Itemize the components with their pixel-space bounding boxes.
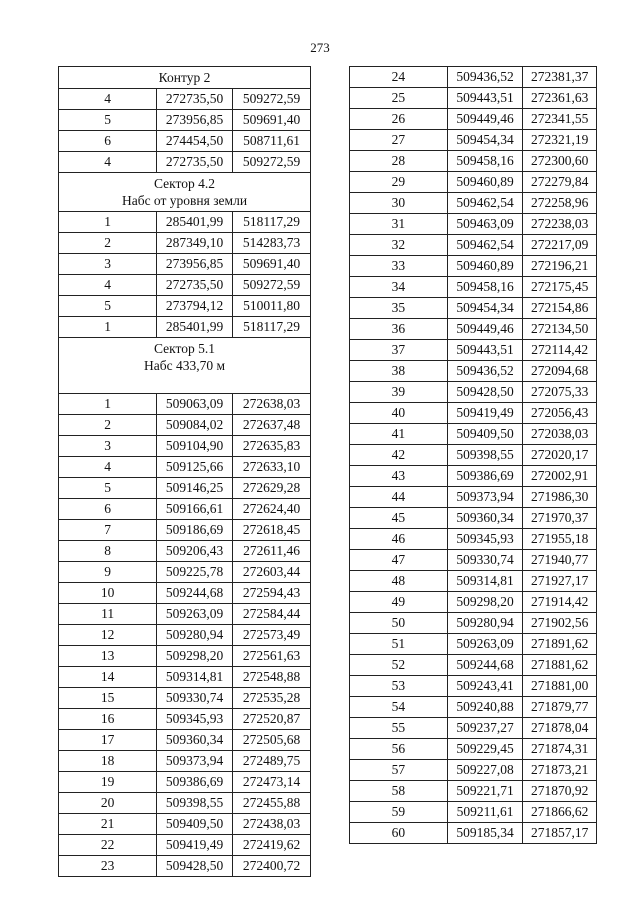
coordinate-y: 272455,88	[233, 793, 311, 814]
section-header-line: Набс от уровня земли	[121, 193, 248, 208]
point-number: 47	[350, 550, 448, 571]
point-number: 4	[59, 89, 157, 110]
table-row	[350, 151, 597, 172]
section-header	[59, 173, 311, 212]
table-row	[59, 604, 311, 625]
point-number: 8	[59, 541, 157, 562]
table-row	[350, 319, 597, 340]
coordinate-y: 509691,40	[233, 110, 311, 131]
coordinate-x: 509373,94	[157, 751, 233, 772]
table-row	[59, 110, 311, 131]
point-number: 39	[350, 382, 448, 403]
point-number: 46	[350, 529, 448, 550]
coordinate-y: 508711,61	[233, 131, 311, 152]
coordinate-y: 272341,55	[523, 109, 597, 130]
coordinate-x: 509398,55	[447, 445, 523, 466]
coordinate-y: 271878,04	[523, 718, 597, 739]
point-number: 16	[59, 709, 157, 730]
table-row	[350, 634, 597, 655]
point-number: 3	[59, 254, 157, 275]
coordinate-x: 509125,66	[157, 457, 233, 478]
table-row	[59, 233, 311, 254]
point-number: 37	[350, 340, 448, 361]
point-number: 58	[350, 781, 448, 802]
left-table-body	[59, 67, 311, 877]
point-number: 18	[59, 751, 157, 772]
point-number: 56	[350, 739, 448, 760]
coordinate-x: 285401,99	[157, 317, 233, 338]
coordinate-x: 509360,34	[157, 730, 233, 751]
coordinate-y: 272002,91	[523, 466, 597, 487]
coordinate-x: 509221,71	[447, 781, 523, 802]
coordinate-y: 272618,45	[233, 520, 311, 541]
coordinate-y: 518117,29	[233, 212, 311, 233]
coordinate-x: 509345,93	[157, 709, 233, 730]
table-row	[59, 131, 311, 152]
table-row	[350, 361, 597, 382]
coordinate-y: 272520,87	[233, 709, 311, 730]
point-number: 10	[59, 583, 157, 604]
coordinate-y: 271902,56	[523, 613, 597, 634]
table-row	[350, 487, 597, 508]
coordinate-x: 509229,45	[447, 739, 523, 760]
table-row	[350, 676, 597, 697]
table-row	[59, 562, 311, 583]
section-header-line: Контур 2	[158, 70, 211, 85]
section-header	[59, 67, 311, 89]
coordinate-x: 509225,78	[157, 562, 233, 583]
coordinate-x: 273956,85	[157, 254, 233, 275]
coordinate-y: 272473,14	[233, 772, 311, 793]
coordinate-x: 509063,09	[157, 394, 233, 415]
coordinate-y: 514283,73	[233, 233, 311, 254]
table-row	[350, 550, 597, 571]
table-row	[350, 403, 597, 424]
coordinate-x: 509419,49	[447, 403, 523, 424]
table-row	[59, 646, 311, 667]
coordinate-x: 509458,16	[447, 151, 523, 172]
table-row	[59, 457, 311, 478]
coordinate-x: 509436,52	[447, 67, 523, 88]
coordinate-x: 272735,50	[157, 152, 233, 173]
point-number: 34	[350, 277, 448, 298]
coordinate-y: 272637,48	[233, 415, 311, 436]
coordinate-y: 271874,31	[523, 739, 597, 760]
coordinate-y: 272624,40	[233, 499, 311, 520]
coordinate-x: 273956,85	[157, 110, 233, 131]
coordinate-x: 509084,02	[157, 415, 233, 436]
point-number: 2	[59, 233, 157, 254]
coordinate-x: 509280,94	[447, 613, 523, 634]
point-number: 33	[350, 256, 448, 277]
coordinate-y: 272381,37	[523, 67, 597, 88]
coordinate-x: 509146,25	[157, 478, 233, 499]
coordinate-y: 271857,17	[523, 823, 597, 844]
table-row	[59, 478, 311, 499]
table-row	[59, 667, 311, 688]
coordinate-y: 272238,03	[523, 214, 597, 235]
point-number: 9	[59, 562, 157, 583]
table-row	[59, 583, 311, 604]
coordinate-y: 272175,45	[523, 277, 597, 298]
coordinate-x: 509398,55	[157, 793, 233, 814]
point-number: 60	[350, 823, 448, 844]
point-number: 38	[350, 361, 448, 382]
point-number: 7	[59, 520, 157, 541]
point-number: 17	[59, 730, 157, 751]
point-number: 57	[350, 760, 448, 781]
coordinate-y: 272603,44	[233, 562, 311, 583]
coordinate-x: 509314,81	[157, 667, 233, 688]
table-row	[350, 655, 597, 676]
point-number: 20	[59, 793, 157, 814]
point-number: 22	[59, 835, 157, 856]
section-header-row	[59, 67, 311, 89]
point-number: 49	[350, 592, 448, 613]
table-row	[350, 340, 597, 361]
coordinate-y: 272258,96	[523, 193, 597, 214]
table-row	[350, 109, 597, 130]
table-row	[59, 772, 311, 793]
coordinate-y: 271970,37	[523, 508, 597, 529]
coordinate-x: 509419,49	[157, 835, 233, 856]
point-number: 12	[59, 625, 157, 646]
table-row	[350, 697, 597, 718]
table-row	[59, 394, 311, 415]
coordinate-x: 509458,16	[447, 277, 523, 298]
coordinate-x: 509244,68	[447, 655, 523, 676]
coordinate-x: 509185,34	[447, 823, 523, 844]
table-row	[59, 296, 311, 317]
point-number: 59	[350, 802, 448, 823]
coordinate-x: 509460,89	[447, 256, 523, 277]
point-number: 40	[350, 403, 448, 424]
coordinate-y: 272279,84	[523, 172, 597, 193]
coordinate-y: 509272,59	[233, 275, 311, 296]
table-row	[350, 739, 597, 760]
coordinate-x: 509436,52	[447, 361, 523, 382]
coordinate-y: 272638,03	[233, 394, 311, 415]
point-number: 4	[59, 457, 157, 478]
table-row	[350, 529, 597, 550]
table-row	[350, 193, 597, 214]
point-number: 14	[59, 667, 157, 688]
table-row	[350, 613, 597, 634]
point-number: 19	[59, 772, 157, 793]
coordinate-y: 272635,83	[233, 436, 311, 457]
table-row	[59, 415, 311, 436]
coordinate-y: 272535,28	[233, 688, 311, 709]
point-number: 4	[59, 152, 157, 173]
coordinate-y: 272217,09	[523, 235, 597, 256]
table-row	[59, 751, 311, 772]
point-number: 45	[350, 508, 448, 529]
coordinate-y: 272020,17	[523, 445, 597, 466]
coordinate-y: 509691,40	[233, 254, 311, 275]
table-row	[59, 89, 311, 110]
point-number: 3	[59, 436, 157, 457]
coordinate-x: 509409,50	[447, 424, 523, 445]
table-row	[350, 382, 597, 403]
coordinate-x: 509460,89	[447, 172, 523, 193]
point-number: 24	[350, 67, 448, 88]
coordinate-y: 509272,59	[233, 89, 311, 110]
coordinate-y: 272075,33	[523, 382, 597, 403]
coordinate-y: 272300,60	[523, 151, 597, 172]
coordinate-x: 287349,10	[157, 233, 233, 254]
coordinate-y: 271866,62	[523, 802, 597, 823]
coordinate-x: 509443,51	[447, 88, 523, 109]
coordinate-x: 273794,12	[157, 296, 233, 317]
point-number: 23	[59, 856, 157, 877]
coordinate-x: 509244,68	[157, 583, 233, 604]
point-number: 21	[59, 814, 157, 835]
coordinate-y: 272633,10	[233, 457, 311, 478]
coordinate-x: 509314,81	[447, 571, 523, 592]
section-header	[59, 338, 311, 394]
point-number: 1	[59, 212, 157, 233]
coordinate-x: 509386,69	[447, 466, 523, 487]
table-row	[350, 88, 597, 109]
coordinate-y: 272489,75	[233, 751, 311, 772]
point-number: 48	[350, 571, 448, 592]
section-header-line: Набс 433,70 м	[143, 358, 226, 373]
coordinate-x: 509240,88	[447, 697, 523, 718]
point-number: 5	[59, 110, 157, 131]
coordinate-x: 509463,09	[447, 214, 523, 235]
point-number: 31	[350, 214, 448, 235]
table-row	[59, 275, 311, 296]
point-number: 53	[350, 676, 448, 697]
table-row	[59, 814, 311, 835]
table-row	[59, 541, 311, 562]
coordinate-x: 509360,34	[447, 508, 523, 529]
coordinate-x: 509298,20	[447, 592, 523, 613]
section-header-line	[63, 374, 306, 391]
coordinate-x: 509454,34	[447, 130, 523, 151]
coordinate-x: 272735,50	[157, 89, 233, 110]
coordinate-y: 272038,03	[523, 424, 597, 445]
section-header-line: Сектор 4.2	[153, 176, 215, 191]
table-row	[350, 466, 597, 487]
table-row	[59, 688, 311, 709]
coordinate-y: 271927,17	[523, 571, 597, 592]
point-number: 2	[59, 415, 157, 436]
point-number: 26	[350, 109, 448, 130]
coordinate-y: 272419,62	[233, 835, 311, 856]
table-row	[59, 709, 311, 730]
coordinate-y: 510011,80	[233, 296, 311, 317]
coordinate-x: 272735,50	[157, 275, 233, 296]
coordinate-x: 509298,20	[157, 646, 233, 667]
coordinate-y: 271873,21	[523, 760, 597, 781]
table-row	[59, 520, 311, 541]
coordinate-y: 518117,29	[233, 317, 311, 338]
point-number: 42	[350, 445, 448, 466]
coordinate-y: 271940,77	[523, 550, 597, 571]
point-number: 36	[350, 319, 448, 340]
table-row	[350, 781, 597, 802]
coordinate-y: 272573,49	[233, 625, 311, 646]
table-row	[350, 67, 597, 88]
table-row	[350, 592, 597, 613]
coordinate-y: 272438,03	[233, 814, 311, 835]
table-row	[350, 277, 597, 298]
point-number: 54	[350, 697, 448, 718]
coordinate-x: 285401,99	[157, 212, 233, 233]
section-header-row	[59, 173, 311, 212]
coordinate-x: 509243,41	[447, 676, 523, 697]
table-row	[59, 793, 311, 814]
coordinate-y: 272594,43	[233, 583, 311, 604]
coordinate-y: 271870,92	[523, 781, 597, 802]
coordinate-x: 509462,54	[447, 193, 523, 214]
coordinate-x: 509449,46	[447, 109, 523, 130]
coordinate-y: 272114,42	[523, 340, 597, 361]
point-number: 1	[59, 317, 157, 338]
table-row	[350, 823, 597, 844]
coordinate-y: 271955,18	[523, 529, 597, 550]
coordinate-y: 272629,28	[233, 478, 311, 499]
point-number: 1	[59, 394, 157, 415]
coordinate-x: 509330,74	[447, 550, 523, 571]
table-row	[59, 152, 311, 173]
coordinate-y: 271891,62	[523, 634, 597, 655]
coordinate-x: 509428,50	[157, 856, 233, 877]
table-row	[350, 760, 597, 781]
point-number: 50	[350, 613, 448, 634]
point-number: 30	[350, 193, 448, 214]
table-row	[59, 730, 311, 751]
table-row	[350, 298, 597, 319]
point-number: 15	[59, 688, 157, 709]
coordinate-x: 509104,90	[157, 436, 233, 457]
coordinate-x: 509263,09	[157, 604, 233, 625]
coordinate-y: 272505,68	[233, 730, 311, 751]
table-row	[350, 508, 597, 529]
coordinate-x: 509263,09	[447, 634, 523, 655]
point-number: 51	[350, 634, 448, 655]
point-number: 4	[59, 275, 157, 296]
coordinate-x: 509280,94	[157, 625, 233, 646]
coordinate-y: 272134,50	[523, 319, 597, 340]
coordinate-x: 509206,43	[157, 541, 233, 562]
point-number: 13	[59, 646, 157, 667]
table-row	[350, 802, 597, 823]
point-number: 32	[350, 235, 448, 256]
coordinate-y: 272196,21	[523, 256, 597, 277]
coordinate-y: 272321,19	[523, 130, 597, 151]
coordinate-y: 272154,86	[523, 298, 597, 319]
coordinate-x: 509386,69	[157, 772, 233, 793]
coordinate-y: 271881,00	[523, 676, 597, 697]
point-number: 28	[350, 151, 448, 172]
table-row	[350, 571, 597, 592]
coordinate-x: 509462,54	[447, 235, 523, 256]
coordinate-x: 509227,08	[447, 760, 523, 781]
table-row	[350, 172, 597, 193]
point-number: 27	[350, 130, 448, 151]
coordinates-table-left	[58, 66, 311, 877]
coordinate-y: 271914,42	[523, 592, 597, 613]
point-number: 52	[350, 655, 448, 676]
page-number: 273	[310, 40, 330, 55]
coordinate-x: 509454,34	[447, 298, 523, 319]
coordinate-x: 509409,50	[157, 814, 233, 835]
table-row	[59, 625, 311, 646]
point-number: 43	[350, 466, 448, 487]
point-number: 6	[59, 131, 157, 152]
coordinate-y: 272094,68	[523, 361, 597, 382]
coordinate-y: 509272,59	[233, 152, 311, 173]
table-row	[59, 436, 311, 457]
coordinate-y: 272611,46	[233, 541, 311, 562]
coordinate-x: 509373,94	[447, 487, 523, 508]
table-row	[59, 856, 311, 877]
coordinate-x: 509237,27	[447, 718, 523, 739]
table-row	[350, 214, 597, 235]
point-number: 55	[350, 718, 448, 739]
table-row	[350, 235, 597, 256]
coordinate-y: 271986,30	[523, 487, 597, 508]
coordinate-x: 274454,50	[157, 131, 233, 152]
coordinate-y: 272548,88	[233, 667, 311, 688]
coordinate-y: 272561,63	[233, 646, 311, 667]
coordinate-y: 271879,77	[523, 697, 597, 718]
table-row	[59, 835, 311, 856]
coordinate-x: 509449,46	[447, 319, 523, 340]
coordinate-x: 509330,74	[157, 688, 233, 709]
point-number: 5	[59, 478, 157, 499]
right-table-body	[350, 67, 597, 844]
coordinate-x: 509186,69	[157, 520, 233, 541]
table-row	[59, 499, 311, 520]
coordinates-table-right	[349, 66, 597, 844]
coordinate-x: 509428,50	[447, 382, 523, 403]
coordinate-x: 509211,61	[447, 802, 523, 823]
coordinate-x: 509443,51	[447, 340, 523, 361]
coordinate-x: 509345,93	[447, 529, 523, 550]
point-number: 6	[59, 499, 157, 520]
table-row	[59, 254, 311, 275]
point-number: 44	[350, 487, 448, 508]
table-row	[350, 256, 597, 277]
table-row	[350, 445, 597, 466]
table-row	[350, 718, 597, 739]
coordinate-y: 272400,72	[233, 856, 311, 877]
table-row	[59, 317, 311, 338]
coordinate-y: 272584,44	[233, 604, 311, 625]
coordinate-y: 272056,43	[523, 403, 597, 424]
table-row	[350, 130, 597, 151]
coordinate-y: 272361,63	[523, 88, 597, 109]
coordinate-x: 509166,61	[157, 499, 233, 520]
point-number: 29	[350, 172, 448, 193]
table-row	[350, 424, 597, 445]
point-number: 5	[59, 296, 157, 317]
section-header-line: Сектор 5.1	[153, 341, 215, 356]
coordinate-y: 271881,62	[523, 655, 597, 676]
point-number: 35	[350, 298, 448, 319]
table-row	[59, 212, 311, 233]
point-number: 41	[350, 424, 448, 445]
section-header-row	[59, 338, 311, 394]
point-number: 25	[350, 88, 448, 109]
point-number: 11	[59, 604, 157, 625]
